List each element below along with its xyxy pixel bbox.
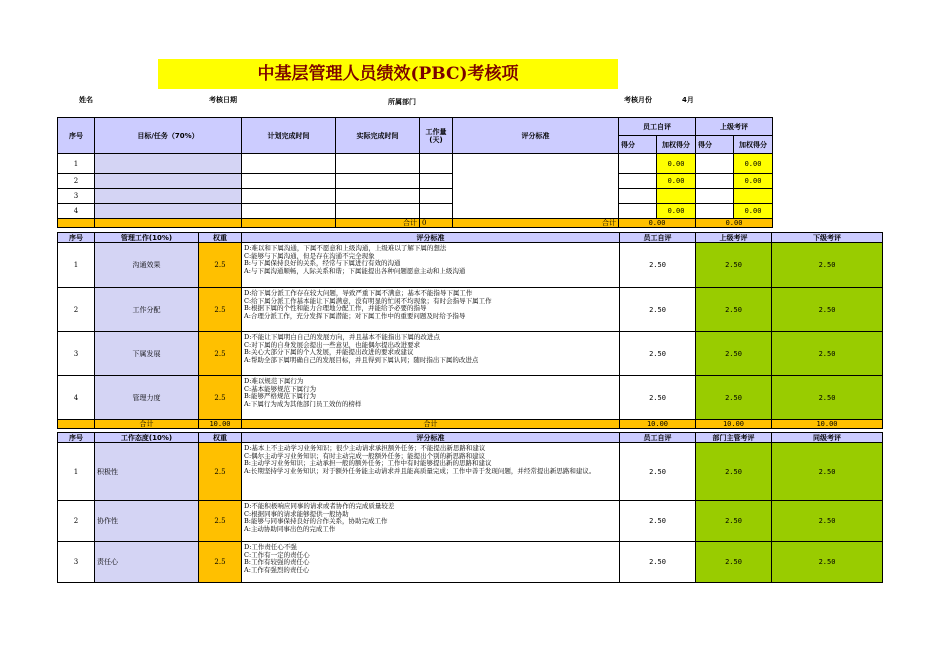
dept-label: 所属部门 [388, 98, 416, 106]
plan-input[interactable] [242, 204, 336, 219]
super-score[interactable]: 2.50 [696, 332, 772, 376]
dept-score[interactable]: 2.50 [696, 501, 772, 542]
super-weighted [734, 189, 773, 204]
col-actual: 实际完成时间 [336, 118, 420, 154]
col-item: 管理工作(10%) [95, 233, 199, 243]
total-label: 合计 [336, 219, 420, 228]
self-score-input[interactable] [619, 204, 657, 219]
table-row [58, 501, 883, 542]
workload-input[interactable] [420, 174, 453, 189]
goals-table [57, 117, 773, 228]
sub-score-2: 得分 [696, 136, 734, 154]
workload-input[interactable] [420, 189, 453, 204]
col-super: 上级考评 [696, 233, 772, 243]
self-score-input[interactable] [619, 189, 657, 204]
row-seq: 2 [58, 288, 95, 332]
col-workload: 工作量(天) [420, 118, 453, 154]
total-self: 10.00 [620, 420, 696, 429]
col-seq: 序号 [58, 233, 95, 243]
total-super: 0.00 [696, 219, 773, 228]
col-seq: 序号 [58, 118, 95, 154]
row-weight: 2.5 [199, 288, 242, 332]
total-weight: 10.00 [199, 420, 242, 429]
total-label: 合计 [95, 420, 199, 429]
attitude-table [57, 432, 883, 583]
total-label-2: 合计 [453, 219, 619, 228]
row-seq: 3 [58, 542, 95, 583]
plan-input[interactable] [242, 154, 336, 174]
table-row [58, 243, 883, 288]
self-score[interactable]: 2.50 [620, 501, 696, 542]
col-weight: 权重 [199, 433, 242, 443]
col-plan: 计划完成时间 [242, 118, 336, 154]
actual-input[interactable] [336, 204, 420, 219]
dept-score[interactable]: 2.50 [696, 443, 772, 501]
row-criteria: D:不能让下属明白自己的发展方向，并且基本不能指出下属的改进点 C:对下属的自身发展会提出一些意见，也能偶尔提出改进要求 B:关心大部分下属的个人发展，并能提出改进的要求或建议 A:帮助全部下属明确自己的发展目标，并且得到下属认同；随时指出下属的改进点 [242, 332, 620, 376]
col-sub: 下级考评 [772, 233, 883, 243]
goal-input[interactable] [95, 189, 242, 204]
self-score[interactable]: 2.50 [620, 332, 696, 376]
self-score[interactable]: 2.50 [620, 443, 696, 501]
row-criteria: D:难以和下属沟通，下属不愿意和上级沟通，上级难以了解下属的想法 C:能够与下属沟通，但是存在沟通不完全现象 B:与下属保持良好的关系，经常与下属进行有效的沟通 A:与下属沟通顺畅，人际关系和谐；下属能提出各种问题愿意主动和上级沟通 [242, 243, 620, 288]
self-score[interactable]: 2.50 [620, 288, 696, 332]
peer-score[interactable]: 2.50 [772, 443, 883, 501]
row-item: 管理力度 [95, 376, 199, 420]
self-weighted: 0.00 [657, 204, 696, 219]
col-self: 员工自评 [620, 233, 696, 243]
row-seq: 1 [58, 443, 95, 501]
row-seq: 4 [58, 376, 95, 420]
self-score[interactable]: 2.50 [620, 243, 696, 288]
col-self: 员工自评 [620, 433, 696, 443]
date-label: 考核日期 [209, 96, 237, 104]
self-weighted: 0.00 [657, 174, 696, 189]
row-seq: 3 [58, 332, 95, 376]
row-criteria: D:基本上不主动学习业务知识；很少主动请求承担额外任务；不能提出新思路和建议 C:偶尔主动学习业务知识；有时主动完成一般额外任务；能提出个别的新思路和建议 B:主动学习业务知识；主动承担一般的额外任务；工作中有时能够提出新的思路和建议 A:长期坚持学习业务知识；对于额外任务能主动请求并且能高质量完成；工作中善于发现问题，并经常提出新思路和建议。 [242, 443, 620, 501]
super-score[interactable]: 2.50 [696, 376, 772, 420]
sub-score: 得分 [619, 136, 657, 154]
sub-score[interactable]: 2.50 [772, 332, 883, 376]
month-label: 考核月份 [624, 96, 652, 104]
row-criteria: D:给下属分派工作存在较大问题，导致严重下属不满意；基本不能指导下属工作 C:给下属分派工作基本能让下属满意，没有明显的忙闲不均现象；有时会指导下属工作 B:根据下属的个性和能力合理地分配工作，并能给予必要的指导 A:合理分派工作，充分发挥下属潜能；对下属工作中的重要问题及时给予指导 [242, 288, 620, 332]
sub-score[interactable]: 2.50 [772, 288, 883, 332]
row-item: 沟通效果 [95, 243, 199, 288]
row-seq: 2 [58, 174, 95, 189]
sub-weighted-2: 加权得分 [734, 136, 773, 154]
actual-input[interactable] [336, 154, 420, 174]
actual-input[interactable] [336, 189, 420, 204]
self-score[interactable]: 2.50 [620, 376, 696, 420]
super-score[interactable]: 2.50 [696, 288, 772, 332]
table-row [58, 443, 883, 501]
workload-input[interactable] [420, 204, 453, 219]
row-seq: 1 [58, 243, 95, 288]
self-weighted: 0.00 [657, 154, 696, 174]
page-title: 中基层管理人员绩效(PBC)考核项 [158, 59, 618, 89]
management-table [57, 232, 883, 429]
super-score[interactable]: 2.50 [696, 243, 772, 288]
super-weighted: 0.00 [734, 154, 773, 174]
total-self: 0.00 [619, 219, 696, 228]
total-sub: 10.00 [772, 420, 883, 429]
col-self: 员工自评 [619, 118, 696, 136]
col-criteria: 评分标准 [242, 433, 620, 443]
super-score-input[interactable] [696, 189, 734, 204]
col-dept: 部门主管考评 [696, 433, 772, 443]
actual-input[interactable] [336, 174, 420, 189]
super-score-input[interactable] [696, 204, 734, 219]
plan-input[interactable] [242, 189, 336, 204]
row-weight: 2.5 [199, 243, 242, 288]
super-score-input[interactable] [696, 154, 734, 174]
row-seq: 2 [58, 501, 95, 542]
row-item: 下属发展 [95, 332, 199, 376]
row-seq: 1 [58, 154, 95, 174]
row-item: 责任心 [95, 542, 199, 583]
peer-score[interactable]: 2.50 [772, 542, 883, 583]
super-weighted: 0.00 [734, 204, 773, 219]
row-item: 工作分配 [95, 288, 199, 332]
col-seq: 序号 [58, 433, 95, 443]
row-item: 积极性 [95, 443, 199, 501]
peer-score[interactable]: 2.50 [772, 501, 883, 542]
col-criteria: 评分标准 [242, 233, 620, 243]
row-weight: 2.5 [199, 332, 242, 376]
plan-input[interactable] [242, 174, 336, 189]
col-item: 工作态度(10%) [95, 433, 199, 443]
row-item: 协作性 [95, 501, 199, 542]
self-score[interactable]: 2.50 [620, 542, 696, 583]
total-label-2: 合计 [242, 420, 620, 429]
col-weight: 权重 [199, 233, 242, 243]
sub-score[interactable]: 2.50 [772, 243, 883, 288]
row-criteria: D:工作责任心不强 C:工作有一定的责任心 B:工作有较强的责任心 A:工作有强烈的责任心 [242, 542, 620, 583]
col-peer: 同级考评 [772, 433, 883, 443]
row-weight: 2.5 [199, 542, 242, 583]
table-row [58, 288, 883, 332]
dept-score[interactable]: 2.50 [696, 542, 772, 583]
total-workload: 0 [420, 219, 453, 228]
row-criteria: D:不能积极响应同事的请求或者协作的完成质量较差 C:根据同事的请求能够提供一般协助 B:能够与同事保持良好的合作关系，协助完成工作 A:主动协助同事出色的完成工作 [242, 501, 620, 542]
sub-score[interactable]: 2.50 [772, 376, 883, 420]
goal-input[interactable] [95, 174, 242, 189]
super-weighted: 0.00 [734, 174, 773, 189]
row-weight: 2.5 [199, 443, 242, 501]
self-weighted [657, 189, 696, 204]
super-score-input[interactable] [696, 174, 734, 189]
criteria-cell[interactable] [453, 154, 619, 219]
goal-input[interactable] [95, 154, 242, 174]
goal-input[interactable] [95, 204, 242, 219]
col-super: 上级考评 [696, 118, 773, 136]
table-row [58, 376, 883, 420]
workload-input[interactable] [420, 154, 453, 174]
row-seq: 4 [58, 204, 95, 219]
name-label: 姓名 [79, 96, 93, 104]
self-score-input[interactable] [619, 174, 657, 189]
row-weight: 2.5 [199, 376, 242, 420]
col-goal: 目标/任务（70%） [95, 118, 242, 154]
row-criteria: D:难以规范下属行为 C:基本能够规范下属行为 B:能够严格规范下属行为 A:下属行为成为其他部门员工效仿的榜样 [242, 376, 620, 420]
self-score-input[interactable] [619, 154, 657, 174]
sub-weighted: 加权得分 [657, 136, 696, 154]
total-super: 10.00 [696, 420, 772, 429]
month-value: 4月 [682, 96, 694, 104]
col-criteria: 评分标准 [453, 118, 619, 154]
table-row [58, 542, 883, 583]
table-row [58, 332, 883, 376]
row-weight: 2.5 [199, 501, 242, 542]
row-seq: 3 [58, 189, 95, 204]
